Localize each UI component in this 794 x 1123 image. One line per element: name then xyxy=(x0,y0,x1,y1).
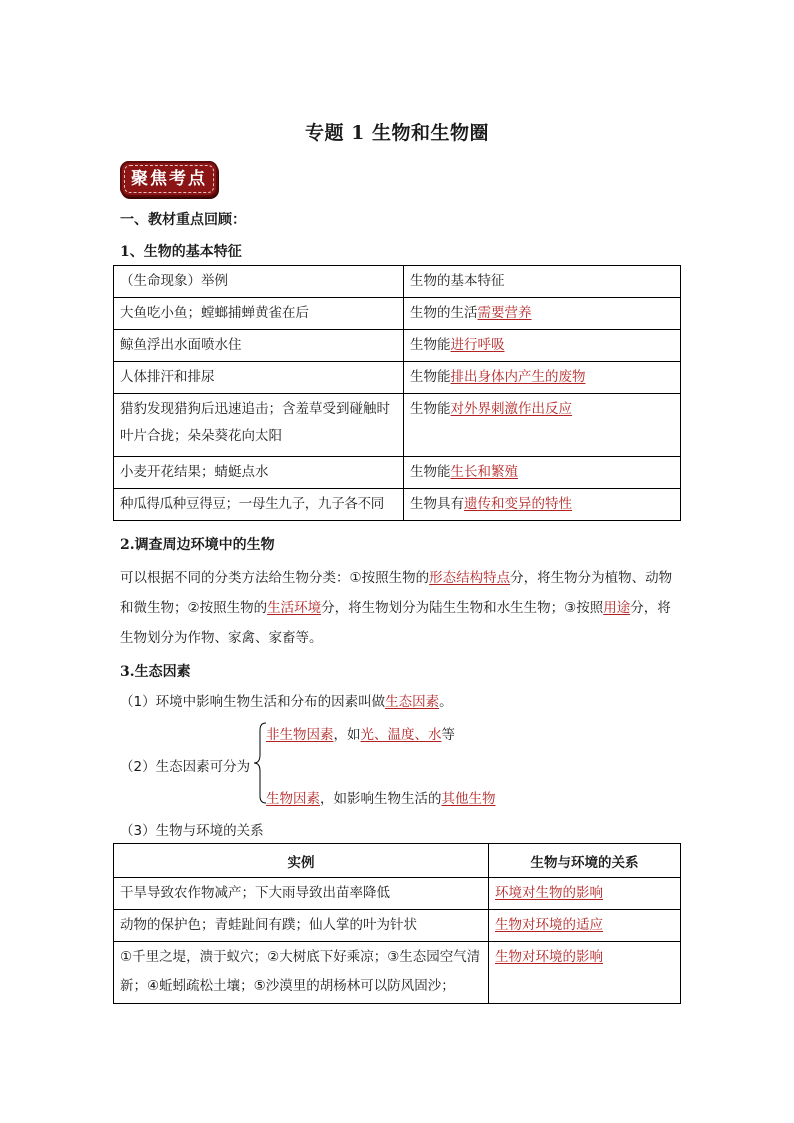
table-row xyxy=(114,489,681,521)
table-header-row xyxy=(114,266,681,298)
s3-heading: 3.生态因素 xyxy=(120,664,191,680)
key-term: 生长和繁殖 xyxy=(450,464,518,480)
key-term: 光、温度、水 xyxy=(360,727,442,743)
feature-cell: 生物能进行呼吸 xyxy=(404,330,681,362)
factor-definition: （1）环境中影响生物生活和分布的因素叫做生态因素。 xyxy=(120,694,453,710)
s2-heading: 2.调查周边环境中的生物 xyxy=(120,537,275,553)
example-cell: 干旱导致农作物减产；下大雨导致出苗率降低 xyxy=(114,878,489,910)
example-cell: 动物的保护色；青蛙趾间有蹼；仙人掌的叶为针状 xyxy=(114,910,489,942)
key-term: 需要营养 xyxy=(477,305,532,321)
header-cell-feature: 生物的基本特征 xyxy=(404,266,681,298)
key-term: 用途 xyxy=(603,600,631,616)
key-term: 生物对环境的影响 xyxy=(495,949,603,965)
example-cell: 大鱼吃小鱼；螳螂捕蝉黄雀在后 xyxy=(114,298,404,330)
factor-classification-label: （2）生态因素可分为 xyxy=(120,759,251,775)
relation-cell xyxy=(489,910,681,942)
key-term: 其他生物 xyxy=(441,791,496,807)
focus-badge xyxy=(120,161,218,197)
header-cell-example: （生命现象）举例 xyxy=(114,266,404,298)
key-term: 排出身体内产生的废物 xyxy=(450,369,586,385)
classification-paragraph: 可以根据不同的分类方法给生物分类：①按照生物的形态结构特点分，将生物分为植物、动物和微生物；②按照生物的生活环境分，将生物划分为陆生生物和水生生物；③按照用途分，将生物划分为作物、家禽、家畜等。 xyxy=(120,570,673,646)
s1-heading: 1、生物的基本特征 xyxy=(120,244,242,260)
feature-cell: 生物能对外界刺激作出反应 xyxy=(404,394,681,457)
key-term: 非生物因素 xyxy=(266,727,334,743)
table-row xyxy=(114,878,681,910)
key-term: 环境对生物的影响 xyxy=(495,885,603,901)
biotic-factor-line: 生物因素，如影响生物生活的其他生物 xyxy=(266,791,496,807)
relation-cell xyxy=(489,942,681,1004)
key-term: 生活环境 xyxy=(267,600,322,616)
table-header-row xyxy=(114,844,681,878)
example-cell: 种瓜得瓜种豆得豆；一母生九子，九子各不同 xyxy=(114,489,404,521)
relation-table xyxy=(113,843,681,1004)
table-row xyxy=(114,362,681,394)
table-row xyxy=(114,910,681,942)
table-row xyxy=(114,298,681,330)
page-title: 专题 1 生物和生物圈 xyxy=(305,122,489,144)
key-term: 进行呼吸 xyxy=(450,337,505,353)
feature-cell: 生物能排出身体内产生的废物 xyxy=(404,362,681,394)
key-term: 生物因素 xyxy=(266,791,320,807)
feature-cell: 生物的生活需要营养 xyxy=(404,298,681,330)
table-row xyxy=(114,942,681,1004)
example-cell: 小麦开花结果；蜻蜓点水 xyxy=(114,457,404,489)
feature-cell: 生物具有遗传和变异的特性 xyxy=(404,489,681,521)
section-heading: 一、教材重点回顾： xyxy=(120,212,246,228)
key-term: 生态因素 xyxy=(385,694,440,710)
table-row xyxy=(114,330,681,362)
example-cell: 猎豹发现猎狗后迅速追击；含羞草受到碰触时叶片合拢；朵朵葵花向太阳 xyxy=(114,394,404,457)
focus-badge-label: 聚焦考点 xyxy=(124,165,214,193)
key-term: 对外界刺激作出反应 xyxy=(450,401,572,417)
header-cell-relation: 生物与环境的关系 xyxy=(489,844,681,878)
example-cell: 鲸鱼浮出水面喷水住 xyxy=(114,330,404,362)
key-term: 生物对环境的适应 xyxy=(495,917,603,933)
table-row xyxy=(114,394,681,457)
example-cell: 人体排汗和排尿 xyxy=(114,362,404,394)
header-cell-example: 实例 xyxy=(114,844,489,878)
relation-heading: （3）生物与环境的关系 xyxy=(120,823,264,839)
table-row xyxy=(114,457,681,489)
key-term: 遗传和变异的特性 xyxy=(464,496,572,512)
abiotic-factor-line: 非生物因素，如光、温度、水等 xyxy=(266,727,455,743)
characteristics-table xyxy=(113,265,681,521)
example-cell: ①千里之堤，溃于蚁穴；②大树底下好乘凉；③生态园空气清新；④蚯蚓疏松土壤；⑤沙漠里的胡杨林可以防风固沙； xyxy=(114,942,489,1004)
key-term: 形态结构特点 xyxy=(429,570,511,586)
relation-cell xyxy=(489,878,681,910)
feature-cell: 生物能生长和繁殖 xyxy=(404,457,681,489)
